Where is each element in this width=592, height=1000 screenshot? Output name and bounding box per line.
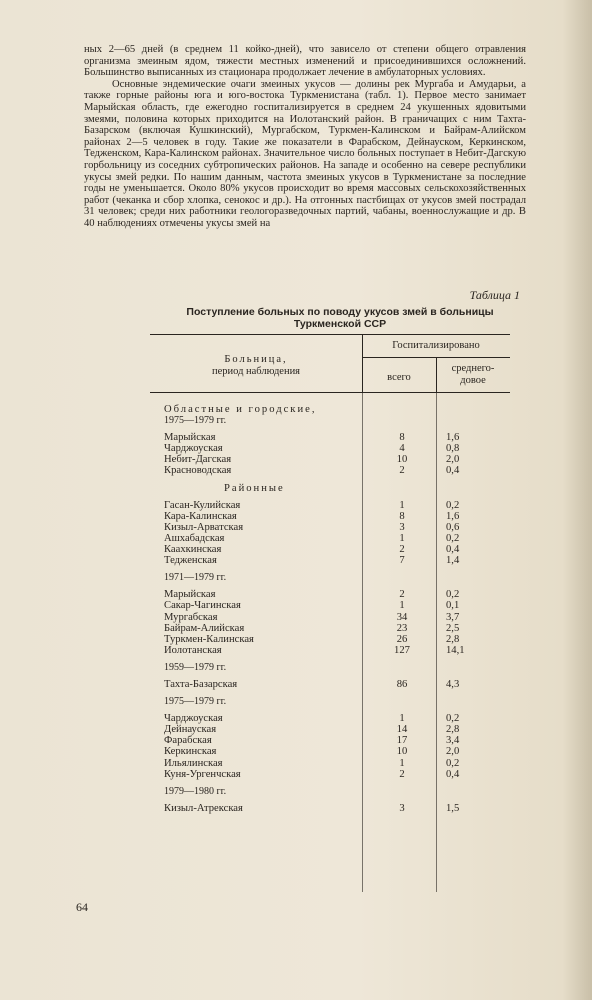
row-average: 2,0: [446, 746, 460, 758]
table-row: [164, 746, 504, 757]
row-name: Туркмен-Калинская: [164, 633, 254, 645]
row-name: Кара-Калинская: [164, 510, 237, 522]
row-name: Тахта-Базарская: [164, 678, 238, 690]
header-average-line-2: довое: [460, 375, 486, 386]
row-average: 2,0: [446, 454, 460, 466]
row-total: 10: [396, 454, 408, 466]
row-total: 14: [396, 724, 408, 736]
table-section-heading: [164, 483, 504, 494]
row-name: Красноводская: [164, 465, 232, 477]
row-name: Областные и городские,: [164, 404, 317, 415]
table-row: [164, 769, 504, 780]
row-name: Тедженская: [164, 555, 217, 567]
row-average: 0,4: [446, 465, 460, 477]
header-average: [436, 363, 510, 387]
row-total: 26: [396, 633, 408, 645]
row-name: 1975—1979 гг.: [164, 415, 227, 427]
table-row: [164, 454, 504, 465]
row-name: Марыйская: [164, 432, 216, 444]
row-name: Марыйская: [164, 589, 216, 601]
row-name: Дейнауская: [164, 724, 217, 736]
table-caption: Таблица 1: [469, 288, 520, 302]
table-row: [164, 612, 504, 623]
table-period-heading: [164, 572, 504, 583]
row-name: Чарджоуская: [164, 713, 223, 725]
table-row: [164, 679, 504, 690]
paragraph-1: ных 2—65 дней (в среднем 11 койко-дней), что зависело от степени общего отравления организма змеиным ядом, тяжести местных изменений и присоединившихся осложнений. Большинство выписанных из стационара продолжает лечение в амбулаторных условиях.: [84, 44, 526, 79]
row-total: 4: [399, 443, 405, 455]
row-average: 0,4: [446, 768, 460, 780]
row-name: 1979—1980 гг.: [164, 785, 227, 797]
row-average: 14,1: [446, 644, 465, 656]
table-title-line-2: Туркменской ССР: [293, 318, 387, 330]
row-total: 1: [399, 499, 405, 511]
row-average: 0,2: [446, 757, 460, 769]
row-average: 1,6: [446, 510, 460, 522]
hospital-admissions-table: [150, 334, 510, 894]
row-average: 3,7: [446, 611, 460, 623]
row-total: 8: [399, 510, 405, 522]
row-name: 1975—1979 гг.: [164, 696, 227, 708]
table-top-rule: [150, 334, 510, 335]
table-row: [164, 623, 504, 634]
row-average: 0,8: [446, 443, 460, 455]
table-period-heading: [164, 786, 504, 797]
table-row: [164, 443, 504, 454]
table-row: [164, 735, 504, 746]
row-total: 17: [396, 735, 408, 747]
table-row: [164, 758, 504, 769]
row-average: 1,4: [446, 555, 460, 567]
row-total: 1: [399, 713, 405, 725]
paragraph-2: Основные эндемические очаги змеиных укусов — долины рек Мургаба и Амударьи, а также горные районы юга и юго-востока Туркменистана (табл. 1). Первое место занимает Марыйская область, где ежегодно госпитализируется в среднем 24 укушенных ядовитыми змеями, половина которых приходится на Иолотанский район. В граничащих с ним Тахта-Базарском (включая Кушкинский), Мургабском, Туркмен-Калинском и Байрам-Алийском районах 2—5 человек в году. Такие же показатели в Фарабском, Дейнауском, Керкинском, Тедженском, Кара-Калинском районах. Значительное число больных поступает в Небит-Дагскую горбольницу из соседних субтропических районов. На западе и особенно на севере республики укусы змей редки. По нашим данным, частота змеиных укусов в Туркменистане за последние годы не уменьшается. Около 80% укусов происходит во время массовых сельскохозяйственных работ (чеканка и сбор хлопка, сенокос и др.). На отгонных пастбищах от укусов змей пострадал 31 человек; среди них работники геологоразведочных партий, чабаны, военнослужащие и др. В 40 наблюдениях отмечены укусы змей на: [84, 78, 526, 229]
table-row: [164, 465, 504, 476]
row-average: 2,5: [446, 622, 460, 634]
row-name: Небит-Дагская: [164, 454, 232, 466]
row-average: 1,6: [446, 432, 460, 444]
page-number: 64: [76, 900, 88, 914]
row-average: 0,2: [446, 499, 460, 511]
row-total: 3: [399, 802, 405, 814]
row-name: Кизыл-Арватская: [164, 521, 244, 533]
row-name: Мургабская: [164, 611, 218, 623]
row-average: 0,6: [446, 521, 460, 533]
table-row: [164, 432, 504, 443]
row-total: 1: [399, 757, 405, 769]
table-title: [140, 306, 540, 330]
row-name: Керкинская: [164, 746, 217, 758]
row-total: 1: [399, 600, 405, 612]
row-name: Районные: [224, 482, 285, 494]
row-name: Чарджоуская: [164, 443, 223, 455]
row-name: Иолотанская: [164, 644, 222, 656]
header-hospitalized: Госпитализировано: [392, 340, 480, 351]
row-name: Куня-Ургенчская: [164, 768, 241, 780]
table-body: [164, 404, 504, 814]
body-text: [84, 44, 526, 230]
header-total: всего: [387, 372, 411, 383]
row-name: Байрам-Алийская: [164, 622, 245, 634]
header-hospital-line-1: Больница,: [224, 354, 288, 365]
row-name: Каахкинская: [164, 544, 222, 556]
row-total: 2: [399, 544, 405, 556]
row-total: 23: [396, 622, 408, 634]
table-row: [164, 522, 504, 533]
table-period-heading: [164, 662, 504, 673]
table-row: [164, 555, 504, 566]
row-name: Сакар-Чагинская: [164, 600, 241, 612]
row-total: 1: [399, 532, 405, 544]
table-period-heading: [164, 415, 504, 426]
row-average: 0,2: [446, 532, 460, 544]
row-name: Ашхабадская: [164, 532, 225, 544]
row-average: 1,5: [446, 802, 460, 814]
table-section-heading: [164, 404, 504, 415]
row-total: 127: [394, 644, 410, 656]
header-hospital: [150, 354, 362, 378]
table-row: [164, 724, 504, 735]
row-total: 3: [399, 521, 405, 533]
row-average: 0,2: [446, 713, 460, 725]
row-average: 0,1: [446, 600, 460, 612]
table-row: [164, 500, 504, 511]
table-title-line-1: Поступление больных по поводу укусов змей в больницы: [186, 306, 494, 318]
row-average: 0,4: [446, 544, 460, 556]
row-total: 86: [396, 678, 408, 690]
row-total: 2: [399, 465, 405, 477]
table-row: [164, 589, 504, 600]
row-name: Фарабская: [164, 735, 212, 747]
header-hospital-line-2: период наблюдения: [211, 366, 301, 377]
table-row: [164, 533, 504, 544]
row-total: 8: [399, 432, 405, 444]
row-average: 2,8: [446, 724, 460, 736]
table-row: [164, 511, 504, 522]
row-name: 1959—1979 гг.: [164, 661, 227, 673]
row-average: 2,8: [446, 633, 460, 645]
table-header-rule: [150, 392, 510, 393]
row-name: Гасан-Кулийская: [164, 499, 241, 511]
table-period-heading: [164, 696, 504, 707]
row-name: Ильялинская: [164, 757, 223, 769]
row-total: 7: [399, 555, 405, 567]
row-average: 0,2: [446, 589, 460, 601]
row-average: 4,3: [446, 678, 460, 690]
row-name: Кизыл-Атрекская: [164, 802, 243, 814]
row-total: 10: [396, 746, 408, 758]
table-row: [164, 634, 504, 645]
row-total: 2: [399, 768, 405, 780]
table-row: [164, 645, 504, 656]
table-row: [164, 600, 504, 611]
row-average: 3,4: [446, 735, 460, 747]
header-average-line-1: среднего-: [451, 363, 495, 374]
row-total: 34: [396, 611, 408, 623]
table-row: [164, 713, 504, 724]
table-row: [164, 544, 504, 555]
table-row: [164, 803, 504, 814]
row-name: 1971—1979 гг.: [164, 572, 227, 584]
row-total: 2: [399, 589, 405, 601]
